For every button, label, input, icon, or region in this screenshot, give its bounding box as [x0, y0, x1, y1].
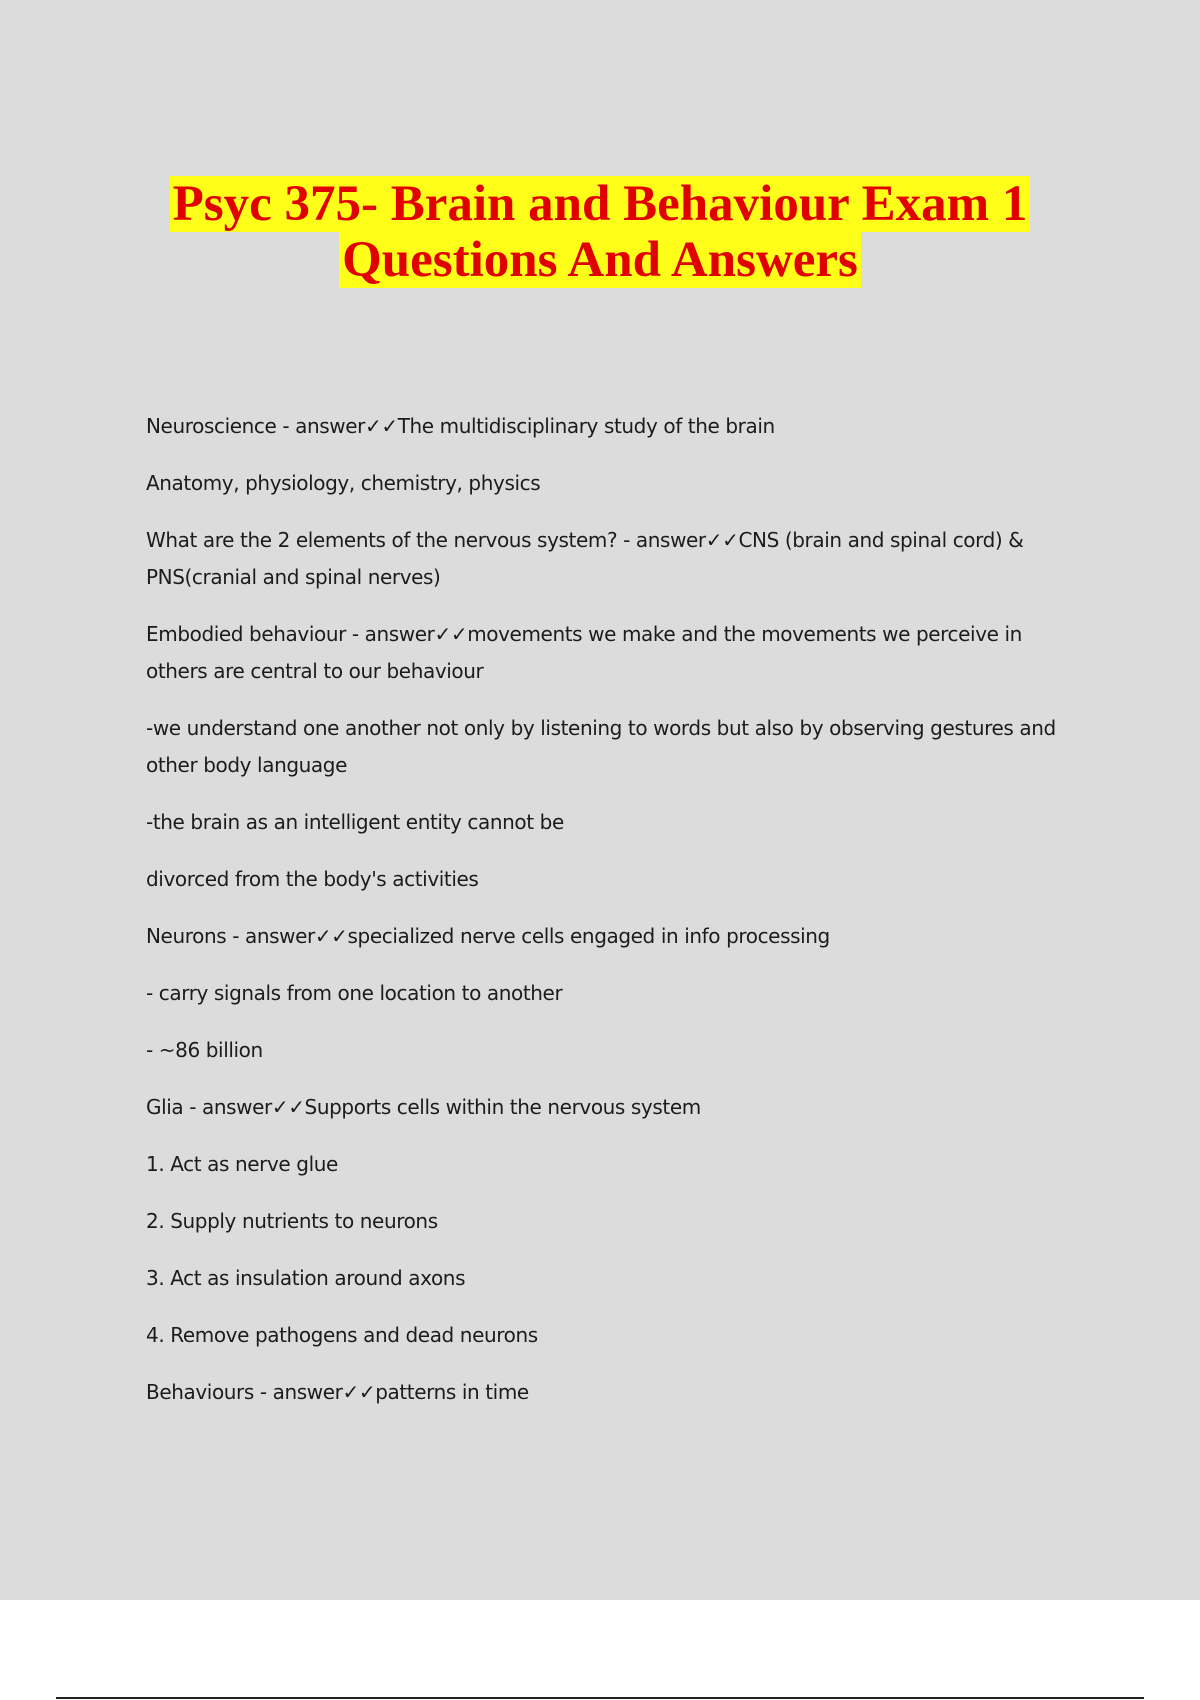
- title-line-2: Questions And Answers: [339, 232, 861, 288]
- paragraph: -the brain as an intelligent entity cannot be: [146, 810, 564, 834]
- paragraph: Behaviours - answer✓✓patterns in time: [146, 1380, 529, 1404]
- paragraph: - ~86 billion: [146, 1038, 263, 1062]
- paragraph: -we understand one another not only by listening to words but also by observing gestures and other body language: [146, 716, 1056, 777]
- paragraph: - carry signals from one location to another: [146, 981, 563, 1005]
- paragraph: divorced from the body's activities: [146, 867, 479, 891]
- paragraph: Embodied behaviour - answer✓✓movements we make and the movements we perceive in others are central to our behaviour: [146, 622, 1022, 683]
- document-title: [0, 176, 1200, 288]
- paragraph: Glia - answer✓✓Supports cells within the nervous system: [146, 1095, 701, 1119]
- paragraph: 1. Act as nerve glue: [146, 1152, 338, 1176]
- title-line-1: Psyc 375- Brain and Behaviour Exam 1: [170, 176, 1031, 232]
- paragraph: 3. Act as insulation around axons: [146, 1266, 466, 1290]
- paragraph: 2. Supply nutrients to neurons: [146, 1209, 438, 1233]
- document-body: [146, 408, 1086, 1431]
- paragraph: Anatomy, physiology, chemistry, physics: [146, 471, 541, 495]
- paragraph: Neurons - answer✓✓specialized nerve cells engaged in info processing: [146, 924, 830, 948]
- paragraph: 4. Remove pathogens and dead neurons: [146, 1323, 538, 1347]
- paragraph: Neuroscience - answer✓✓The multidisciplinary study of the brain: [146, 414, 775, 438]
- footer-divider: [56, 1697, 1144, 1699]
- paragraph: What are the 2 elements of the nervous system? - answer✓✓CNS (brain and spinal cord) & PNS(cranial and spinal nerves): [146, 528, 1024, 589]
